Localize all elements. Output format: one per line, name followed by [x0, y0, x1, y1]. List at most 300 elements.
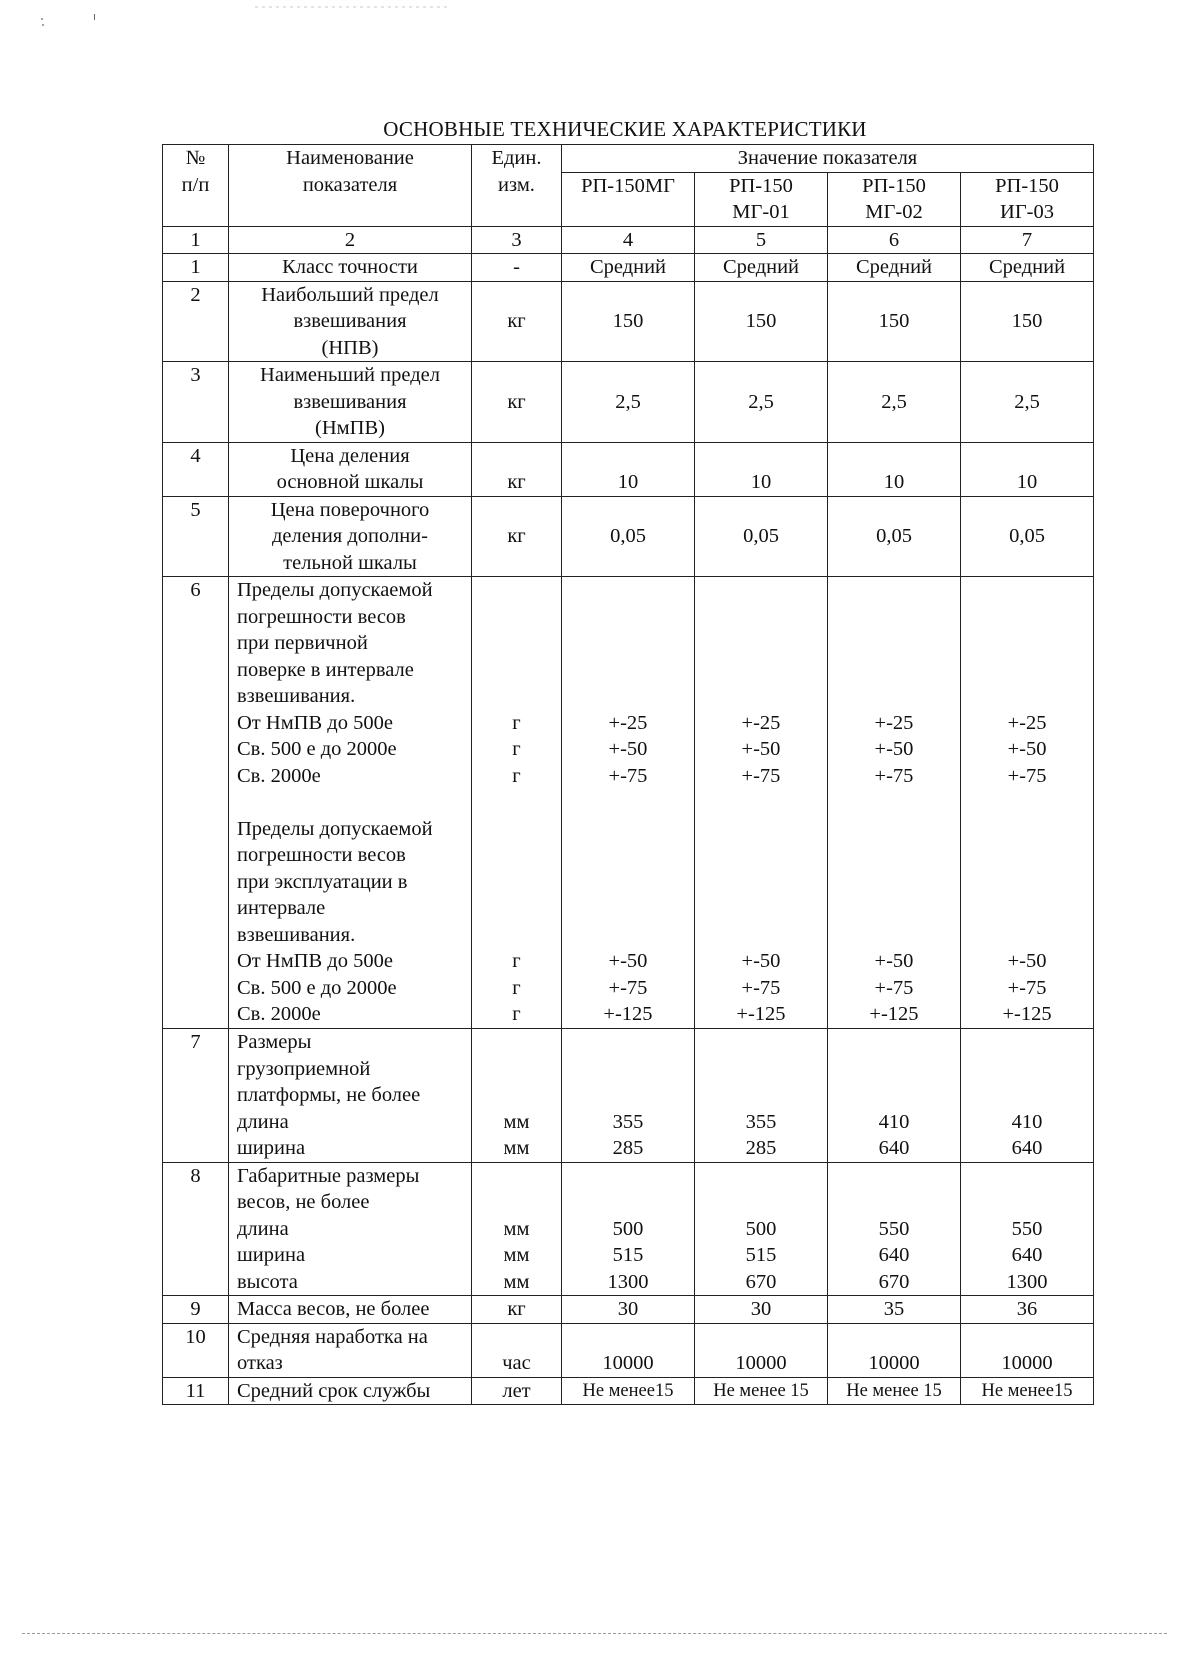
- value-line: 10: [1016, 471, 1038, 493]
- spacer: [566, 630, 690, 657]
- value-cell: [695, 1377, 828, 1405]
- value-line: +-75: [1007, 764, 1047, 787]
- column-number-cell: 4: [562, 226, 695, 254]
- spacer: [566, 657, 690, 684]
- spacer: [965, 842, 1089, 869]
- indicator-name-line: Цена деления: [290, 444, 410, 467]
- spacer: [566, 577, 690, 604]
- scan-specks: [0, 0, 1184, 40]
- value-cell: [961, 496, 1094, 577]
- value-line: +-50: [608, 950, 648, 972]
- indicator-name-line: взвешивания.: [237, 685, 356, 707]
- indicator-name-line: деления дополни-: [272, 525, 428, 547]
- indicator-name-line: взвешивания: [293, 310, 407, 332]
- value-line: 550: [1011, 1217, 1043, 1240]
- indicator-name-line: при первичной: [237, 632, 368, 654]
- header-name-cell: [229, 145, 472, 227]
- row-number-cell: 5: [163, 496, 229, 577]
- indicator-name-line: платформы, не более: [237, 1084, 421, 1106]
- value-cell: [695, 281, 828, 362]
- value-line: +-50: [874, 950, 914, 972]
- value-cell: [961, 281, 1094, 362]
- indicator-name-line: тельной шкалы: [283, 551, 417, 574]
- spacer: [832, 842, 956, 869]
- value-line: 36: [1016, 1298, 1038, 1320]
- spacer: [566, 816, 690, 843]
- value-line: 30: [617, 1298, 639, 1320]
- value-cell: [562, 1296, 695, 1324]
- value-line: +-75: [608, 976, 648, 999]
- indicator-name-cell: [229, 577, 472, 1029]
- model-name-line: РП-150: [862, 174, 926, 197]
- spacer: [832, 869, 956, 896]
- indicator-name-line: Класс точности: [282, 256, 418, 278]
- header-num-cell: [163, 145, 229, 227]
- spacer: [476, 789, 557, 816]
- value-cell: [961, 1377, 1094, 1405]
- unit-line: мм: [503, 1270, 530, 1293]
- value-line: 10000: [602, 1352, 654, 1374]
- unit-cell: [472, 496, 562, 577]
- spacer: [965, 789, 1089, 816]
- value-cell: [828, 1377, 961, 1405]
- unit-line: кг: [507, 1298, 526, 1320]
- row-number-cell: 2: [163, 281, 229, 362]
- spacer: [965, 922, 1089, 949]
- indicator-name-line: взвешивания: [293, 390, 407, 413]
- spacer: [476, 683, 557, 710]
- spacer: [566, 842, 690, 869]
- value-cell: [828, 496, 961, 577]
- column-number-cell: 6: [828, 226, 961, 254]
- spacer: [566, 922, 690, 949]
- spacer: [965, 895, 1089, 922]
- value-line: Не менее15: [981, 1380, 1073, 1401]
- value-cell: [828, 1323, 961, 1377]
- value-line: 640: [878, 1137, 910, 1159]
- spacer: [566, 895, 690, 922]
- unit-line: г: [512, 1003, 521, 1025]
- model-name-line: РП-150: [729, 174, 793, 197]
- unit-line: г: [512, 764, 521, 787]
- indicator-name-cell: [229, 281, 472, 362]
- indicator-name-line: грузоприемной: [237, 1057, 371, 1080]
- value-cell: [562, 1162, 695, 1296]
- table-row: [163, 1377, 1094, 1405]
- model-cell: [695, 172, 828, 226]
- indicator-name-line: погрешности весов: [237, 605, 406, 628]
- value-cell: [828, 577, 961, 1029]
- value-line: 150: [612, 310, 644, 332]
- spacer: [699, 895, 823, 922]
- indicator-name-line: взвешивания.: [237, 923, 356, 946]
- value-cell: [695, 442, 828, 496]
- unit-line: лет: [502, 1379, 531, 1402]
- column-number-cell: 1: [163, 226, 229, 254]
- model-name-line: МГ-01: [732, 201, 790, 223]
- unit-line: кг: [507, 525, 526, 547]
- indicator-name-line: ширина: [237, 1244, 306, 1266]
- column-number-cell: 7: [961, 226, 1094, 254]
- indicator-name-cell: [229, 254, 472, 282]
- value-cell: [695, 1296, 828, 1324]
- spacer: [699, 789, 823, 816]
- value-cell: [562, 281, 695, 362]
- value-line: Не менее15: [582, 1380, 674, 1401]
- spacer: [699, 577, 823, 604]
- spacer: [699, 604, 823, 631]
- unit-cell: [472, 1323, 562, 1377]
- spacer: [699, 869, 823, 896]
- value-cell: [961, 1296, 1094, 1324]
- indicator-name-line: Св. 500 е до 2000е: [237, 738, 397, 760]
- spacer: [832, 922, 956, 949]
- unit-cell: [472, 1162, 562, 1296]
- unit-line: мм: [503, 1244, 530, 1266]
- indicator-name-cell: [229, 1162, 472, 1296]
- row-number-cell: 1: [163, 254, 229, 282]
- table-row: [163, 577, 1094, 1029]
- value-line: 35: [883, 1298, 905, 1320]
- value-line: +-125: [869, 1003, 919, 1025]
- model-name-line: РП-150МГ: [581, 174, 675, 197]
- value-line: +-50: [1007, 950, 1047, 972]
- spacer: [832, 683, 956, 710]
- model-cell: [961, 172, 1094, 226]
- spacer: [699, 657, 823, 684]
- unit-line: кг: [507, 310, 526, 332]
- indicator-name-line: Размеры: [237, 1031, 312, 1053]
- spacer: [832, 657, 956, 684]
- spacer: [832, 604, 956, 631]
- value-line: Не менее 15: [713, 1380, 809, 1401]
- value-line: 500: [612, 1217, 644, 1240]
- value-line: 500: [745, 1217, 777, 1240]
- indicator-name-line: Св. 2000е: [237, 1003, 321, 1025]
- column-number-cell: 3: [472, 226, 562, 254]
- indicator-name-cell: [229, 1377, 472, 1405]
- unit-cell: [472, 281, 562, 362]
- indicator-name-line: Пределы допускаемой: [237, 579, 433, 601]
- unit-line: -: [513, 256, 520, 278]
- spacer: [699, 683, 823, 710]
- spacer: [566, 604, 690, 631]
- table-row: [163, 1162, 1094, 1296]
- value-cell: [961, 362, 1094, 443]
- value-cell: [695, 1029, 828, 1163]
- header-unit-line: Един.: [491, 147, 542, 169]
- indicator-name-line: отказ: [237, 1352, 283, 1374]
- indicator-name-line: Св. 2000е: [237, 764, 321, 787]
- spacer: [832, 577, 956, 604]
- value-cell: [695, 496, 828, 577]
- value-line: 10: [750, 471, 772, 493]
- row-number-cell: 9: [163, 1296, 229, 1324]
- unit-line: час: [502, 1352, 531, 1374]
- value-line: 355: [612, 1110, 644, 1133]
- value-line: +-125: [603, 1003, 653, 1025]
- indicator-name-line: Средняя наработка на: [237, 1325, 428, 1348]
- unit-line: г: [512, 976, 521, 999]
- spacer: [965, 577, 1089, 604]
- spacer: [237, 789, 467, 816]
- value-cell: [695, 577, 828, 1029]
- value-cell: [695, 362, 828, 443]
- row-number-cell: 11: [163, 1377, 229, 1405]
- table-row: [163, 362, 1094, 443]
- indicator-name-cell: [229, 362, 472, 443]
- value-cell: [828, 442, 961, 496]
- spacer: [965, 683, 1089, 710]
- unit-cell: [472, 577, 562, 1029]
- unit-line: мм: [503, 1137, 530, 1159]
- value-line: +-75: [874, 764, 914, 787]
- value-line: 2,5: [1014, 390, 1040, 413]
- value-line: 515: [745, 1244, 777, 1266]
- header-row: [163, 145, 1094, 173]
- value-line: 0,05: [876, 525, 912, 547]
- value-line: +-50: [608, 738, 648, 760]
- spacer: [965, 869, 1089, 896]
- spacer: [699, 630, 823, 657]
- spacer: [476, 604, 557, 631]
- value-line: +-75: [874, 976, 914, 999]
- value-cell: [562, 577, 695, 1029]
- value-line: +-75: [608, 764, 648, 787]
- value-line: +-75: [741, 976, 781, 999]
- indicator-name-line: (НмПВ): [315, 417, 385, 439]
- value-line: 1300: [607, 1270, 649, 1293]
- indicator-name-line: весов, не более: [237, 1191, 370, 1213]
- indicator-name-line: погрешности весов: [237, 844, 406, 866]
- spacer: [965, 604, 1089, 631]
- row-number-cell: 4: [163, 442, 229, 496]
- specifications-table: [162, 144, 1094, 1405]
- value-cell: [961, 577, 1094, 1029]
- spacer: [476, 895, 557, 922]
- value-cell: [961, 442, 1094, 496]
- value-cell: [828, 362, 961, 443]
- value-line: 0,05: [610, 525, 646, 547]
- value-line: 10000: [735, 1352, 787, 1374]
- value-line: 150: [1011, 310, 1043, 332]
- value-line: 10000: [1001, 1352, 1053, 1374]
- value-cell: [961, 1323, 1094, 1377]
- unit-cell: [472, 1377, 562, 1405]
- spacer: [476, 816, 557, 843]
- header-unit-cell: [472, 145, 562, 227]
- value-line: 670: [745, 1270, 777, 1293]
- value-line: 150: [878, 310, 910, 332]
- value-cell: [961, 254, 1094, 282]
- indicator-name-line: поверке в интервале: [237, 658, 414, 681]
- value-line: 10000: [868, 1352, 920, 1374]
- spacer: [832, 789, 956, 816]
- unit-cell: [472, 1029, 562, 1163]
- column-number-row: [163, 226, 1094, 254]
- spacer: [476, 577, 557, 604]
- indicator-name-cell: [229, 442, 472, 496]
- indicator-name-line: От НмПВ до 500е: [237, 711, 393, 734]
- header-num-line: №: [185, 147, 206, 169]
- spacer: [476, 630, 557, 657]
- value-line: 410: [878, 1110, 910, 1133]
- document-title: ОСНОВНЫЕ ТЕХНИЧЕСКИЕ ХАРАКТЕРИСТИКИ: [383, 117, 867, 141]
- model-cell: [828, 172, 961, 226]
- value-line: +-125: [736, 1003, 786, 1025]
- row-number-cell: 3: [163, 362, 229, 443]
- spacer: [965, 657, 1089, 684]
- unit-line: г: [512, 738, 521, 760]
- indicator-name-line: Масса весов, не более: [237, 1298, 430, 1320]
- spacer: [476, 657, 557, 684]
- value-line: 640: [878, 1244, 910, 1266]
- table-row: [163, 496, 1094, 577]
- value-line: 670: [878, 1270, 910, 1293]
- indicator-name-cell: [229, 1029, 472, 1163]
- value-cell: [695, 1162, 828, 1296]
- value-line: 355: [745, 1110, 777, 1133]
- value-cell: [695, 254, 828, 282]
- value-line: Средний: [722, 256, 800, 278]
- header-value-group-cell: Значение показателя: [562, 145, 1094, 173]
- indicator-name-line: основной шкалы: [276, 471, 424, 493]
- unit-line: кг: [507, 390, 526, 413]
- value-line: 30: [750, 1298, 772, 1320]
- indicator-name-line: (НПВ): [321, 336, 379, 359]
- value-cell: [562, 1323, 695, 1377]
- spacer: [476, 922, 557, 949]
- column-number-cell: 5: [695, 226, 828, 254]
- value-line: Не менее 15: [846, 1380, 942, 1401]
- row-number-cell: 6: [163, 577, 229, 1029]
- table-row: [163, 1029, 1094, 1163]
- value-line: +-25: [1007, 711, 1047, 734]
- indicator-name-line: Габаритные размеры: [237, 1164, 420, 1187]
- value-line: 0,05: [1009, 525, 1045, 547]
- unit-cell: [472, 362, 562, 443]
- value-cell: [562, 362, 695, 443]
- unit-cell: [472, 1296, 562, 1324]
- value-line: 640: [1011, 1244, 1043, 1266]
- unit-line: кг: [507, 471, 526, 493]
- indicator-name-line: От НмПВ до 500е: [237, 950, 393, 972]
- value-cell: [828, 281, 961, 362]
- spacer: [832, 895, 956, 922]
- spacer: [699, 816, 823, 843]
- indicator-name-line: Наименьший предел: [260, 364, 440, 386]
- unit-line: мм: [503, 1217, 530, 1240]
- table-row: [163, 1296, 1094, 1324]
- value-cell: [828, 254, 961, 282]
- header-unit-line: изм.: [498, 173, 535, 196]
- column-number-cell: 2: [229, 226, 472, 254]
- value-cell: [828, 1029, 961, 1163]
- value-line: 2,5: [615, 390, 641, 413]
- indicator-name-cell: [229, 496, 472, 577]
- value-line: +-25: [741, 711, 781, 734]
- value-line: +-50: [741, 950, 781, 972]
- value-line: +-25: [608, 711, 648, 734]
- indicator-name-line: длина: [237, 1110, 289, 1133]
- value-line: +-125: [1002, 1003, 1052, 1025]
- value-line: 410: [1011, 1110, 1043, 1133]
- table-row: [163, 1323, 1094, 1377]
- model-name-line: ИГ-03: [1000, 201, 1054, 223]
- indicator-name-line: высота: [237, 1270, 298, 1293]
- spacer: [965, 816, 1089, 843]
- value-cell: [562, 254, 695, 282]
- value-cell: [961, 1029, 1094, 1163]
- model-name-line: РП-150: [995, 174, 1059, 197]
- value-line: 640: [1011, 1137, 1043, 1159]
- value-line: +-50: [874, 738, 914, 760]
- table-row: [163, 442, 1094, 496]
- unit-line: г: [512, 950, 521, 972]
- spacer: [566, 869, 690, 896]
- value-line: 150: [745, 310, 777, 332]
- spacer: [476, 842, 557, 869]
- scan-artifact-line: [22, 1633, 1167, 1634]
- row-number-cell: 7: [163, 1029, 229, 1163]
- value-cell: [562, 496, 695, 577]
- row-number-cell: 10: [163, 1323, 229, 1377]
- value-line: +-75: [741, 764, 781, 787]
- spacer: [476, 869, 557, 896]
- unit-cell: [472, 442, 562, 496]
- value-cell: [562, 442, 695, 496]
- spacer: [699, 922, 823, 949]
- unit-line: г: [512, 711, 521, 734]
- header-name-line: показателя: [302, 173, 398, 196]
- value-line: 2,5: [748, 390, 774, 413]
- indicator-name-cell: [229, 1296, 472, 1324]
- spacer: [965, 630, 1089, 657]
- value-line: +-75: [1007, 976, 1047, 999]
- value-cell: [695, 1323, 828, 1377]
- value-line: 2,5: [881, 390, 907, 413]
- indicator-name-line: Св. 500 е до 2000е: [237, 976, 397, 999]
- spacer: [832, 630, 956, 657]
- indicator-name-line: интервале: [237, 897, 326, 919]
- value-line: Средний: [855, 256, 933, 278]
- spacer: [832, 816, 956, 843]
- unit-line: мм: [503, 1110, 530, 1133]
- spacer: [699, 842, 823, 869]
- indicator-name-line: Цена поверочного: [270, 498, 430, 521]
- indicator-name-line: Средний срок службы: [237, 1379, 431, 1402]
- value-line: +-50: [741, 738, 781, 760]
- value-line: 1300: [1006, 1270, 1048, 1293]
- value-line: 285: [745, 1137, 777, 1159]
- indicator-name-line: при эксплуатации в: [237, 870, 408, 893]
- row-number-cell: 8: [163, 1162, 229, 1296]
- value-line: Средний: [589, 256, 667, 278]
- value-line: 10: [883, 471, 905, 493]
- value-line: Средний: [988, 256, 1066, 278]
- indicator-name-line: ширина: [237, 1137, 306, 1159]
- header-name-line: Наименование: [286, 147, 414, 169]
- value-cell: [562, 1377, 695, 1405]
- model-cell: [562, 172, 695, 226]
- value-line: 550: [878, 1217, 910, 1240]
- indicator-name-line: длина: [237, 1217, 289, 1240]
- table-row: [163, 281, 1094, 362]
- model-name-line: МГ-02: [865, 201, 923, 223]
- value-cell: [961, 1162, 1094, 1296]
- value-cell: [828, 1296, 961, 1324]
- value-line: +-50: [1007, 738, 1047, 760]
